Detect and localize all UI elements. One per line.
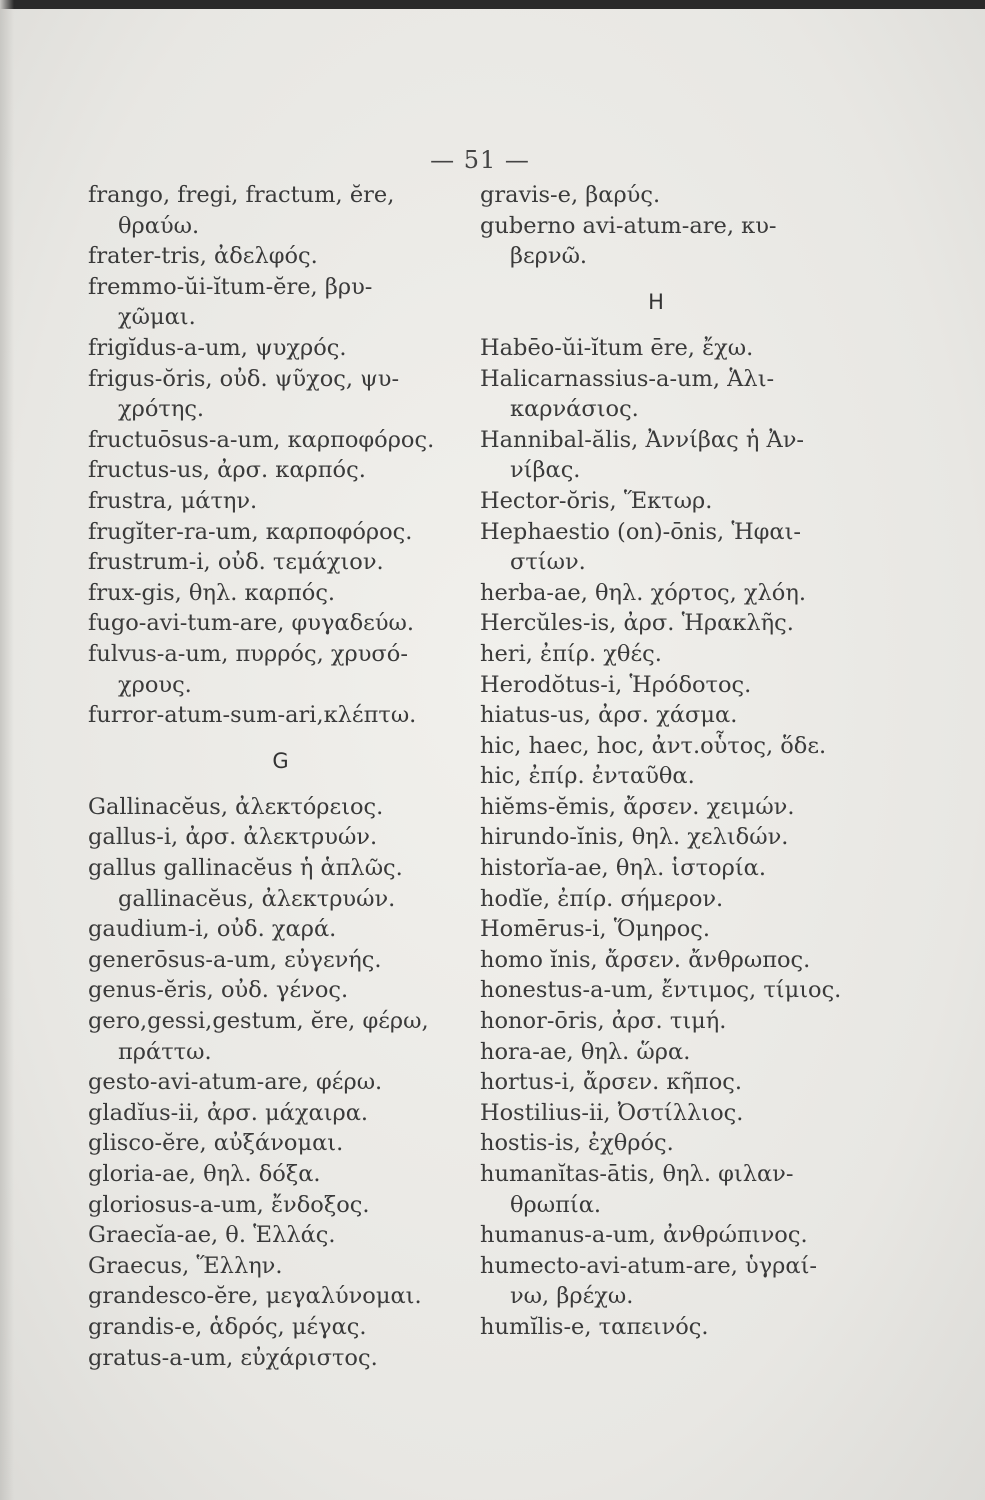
scan-edge: [0, 0, 985, 9]
dictionary-entry: historĭa-ae, θηλ. ἱστορία.: [480, 855, 766, 882]
dictionary-entry: humanĭtas-ātis, θηλ. φιλαν-: [480, 1161, 794, 1187]
dictionary-entry: generōsus-a-um, εὐγενής.: [88, 946, 382, 973]
dictionary-entry: Halicarnassius-a-um, Ἁλι-: [480, 365, 775, 392]
dictionary-entry: herba-ae, θηλ. χόρτος, χλόη.: [480, 579, 806, 606]
dictionary-entry: fremmo-ŭi-ĭtum-ĕre, βρυ-: [88, 273, 373, 300]
dictionary-entry: fulvus-a-um, πυρρός, χρυσό-: [88, 640, 408, 667]
dictionary-entry: frugĭter-ra-um, καρποφόρος.: [88, 518, 413, 545]
entry-continuation: χρους.: [118, 671, 192, 698]
dictionary-entry: hodĭe, ἐπίρ. σήμερον.: [480, 885, 724, 912]
dictionary-entry: gloriosus-a-um, ἔνδοξος.: [88, 1191, 370, 1218]
dictionary-entry: fructuōsus-a-um, καρποφόρος.: [88, 426, 435, 453]
dictionary-entry: homo ĭnis, ἄρσεν. ἄνθρωπος.: [480, 946, 811, 973]
dictionary-entry: hortus-i, ἄρσεν. κῆπος.: [480, 1069, 743, 1096]
dictionary-entry: gallus-i, ἀρσ. ἀλεκτρυών.: [88, 824, 378, 851]
dictionary-entry: frigus-ŏris, οὐδ. ψῦχος, ψυ-: [88, 365, 400, 392]
dictionary-entry: Herodŏtus-i, Ἡρόδοτος.: [480, 671, 752, 698]
dictionary-entry: honor-ōris, ἀρσ. τιμή.: [480, 1008, 727, 1035]
dictionary-entry: guberno avi-atum-are, κυ-: [480, 212, 777, 239]
dictionary-entry: frater-tris, ἀδελφός.: [88, 243, 318, 270]
entry-continuation: νίβας.: [510, 457, 581, 484]
dictionary-entry: humecto-avi-atum-are, ὑγραί-: [480, 1252, 817, 1279]
entry-continuation: βερνῶ.: [510, 243, 588, 270]
dictionary-entry: Hostilius-ii, Ὀστίλλιος.: [480, 1099, 744, 1126]
dictionary-entry: gladĭus-ii, ἀρσ. μάχαιρα.: [88, 1099, 369, 1126]
dictionary-entry: Hector-ŏris, Ἕκτωρ.: [480, 487, 713, 514]
dictionary-entry: hic, ἐπίρ. ἐνταῦθα.: [480, 763, 695, 790]
dictionary-entry: gratus-a-um, εὐχάριστος.: [88, 1344, 378, 1371]
dictionary-entry: glisco-ĕre, αὐξάνομαι.: [88, 1130, 344, 1157]
dictionary-entry: hiatus-us, ἀρσ. χάσμα.: [480, 702, 738, 729]
dictionary-entry: furror-atum-sum-ari,κλέπτω.: [88, 702, 417, 729]
dictionary-entry: humanus-a-um, ἀνθρώπινος.: [480, 1222, 808, 1249]
dictionary-entry: hic, haec, hoc, ἀντ.οὗτος, ὅδε.: [480, 732, 827, 759]
entry-continuation: στίων.: [510, 549, 586, 576]
dictionary-entry: fructus-us, ἀρσ. καρπός.: [88, 457, 366, 484]
section-letter-heading: H: [648, 289, 664, 314]
dictionary-entry: gloria-ae, θηλ. δόξα.: [88, 1161, 321, 1187]
dictionary-entry: Hercŭles-is, ἀρσ. Ἡρακλῆς.: [480, 610, 794, 637]
dictionary-entry: gravis-e, βαρύς.: [480, 182, 661, 208]
dictionary-entry: hiĕms-ĕmis, ἄρσεν. χειμών.: [480, 793, 795, 820]
entry-continuation: θραύω.: [118, 212, 200, 239]
entry-continuation: πράττω.: [118, 1038, 212, 1065]
dictionary-entry: frux-gis, θηλ. καρπός.: [88, 579, 336, 606]
binding-shadow: [0, 0, 14, 1500]
dictionary-entry: hora-ae, θηλ. ὥρα.: [480, 1038, 691, 1065]
dictionary-entry: heri, ἐπίρ. χθές.: [480, 640, 662, 667]
dictionary-entry: fugo-avi-tum-are, φυγαδεύω.: [88, 610, 415, 637]
dictionary-entry: frigĭdus-a-um, ψυχρός.: [88, 334, 347, 361]
dictionary-entry: gaudium-i, οὐδ. χαρά.: [88, 916, 337, 943]
dictionary-entry: genus-ĕris, οὐδ. γένος.: [88, 977, 349, 1004]
dictionary-entry: Habēo-ŭi-ĭtum ēre, ἔχω.: [480, 334, 754, 361]
dictionary-entry: Graecĭa-ae, θ. Ἑλλάς.: [88, 1222, 336, 1249]
entry-continuation: χρότης.: [118, 396, 205, 423]
dictionary-entry: gesto-avi-atum-are, φέρω.: [88, 1069, 383, 1096]
page-number: — 51 —: [430, 146, 530, 174]
entry-continuation: χῶμαι.: [118, 304, 196, 331]
dictionary-entry: grandis-e, ἁδρός, μέγας.: [88, 1313, 367, 1340]
dictionary-entry: gero,gessi,gestum, ĕre, φέρω,: [88, 1008, 429, 1035]
dictionary-entry: gallus gallinacĕus ἡ ἁπλῶς.: [88, 855, 403, 882]
dictionary-entry: grandesco-ĕre, μεγαλύνομαι.: [88, 1283, 422, 1310]
dictionary-entry: honestus-a-um, ἔντιμος, τίμιος.: [480, 977, 842, 1004]
dictionary-entry: humĭlis-e, ταπεινός.: [480, 1313, 709, 1340]
dictionary-entry: hirundo-ĭnis, θηλ. χελιδών.: [480, 824, 789, 851]
dictionary-entry: frustrum-i, οὐδ. τεμάχιον.: [88, 549, 384, 576]
dictionary-entry: Homērus-i, Ὅμηρος.: [480, 916, 711, 943]
dictionary-entry: Graecus, Ἕλλην.: [88, 1252, 283, 1279]
dictionary-entry: Gallinacĕus, ἀλεκτόρειος.: [88, 793, 384, 820]
left-column: [88, 180, 473, 1373]
right-column: [480, 180, 860, 1343]
entry-continuation: gallinacĕus, ἀλεκτρυών.: [118, 885, 396, 912]
dictionary-entry: frustra, μάτην.: [88, 487, 258, 514]
entry-continuation: καρνάσιος.: [510, 396, 639, 423]
entry-continuation: νω, βρέχω.: [510, 1283, 634, 1310]
dictionary-entry: hostis-is, ἐχθρός.: [480, 1130, 674, 1157]
entry-continuation: θρωπία.: [510, 1191, 602, 1218]
dictionary-entry: frango, fregi, fractum, ĕre,: [88, 182, 395, 208]
dictionary-entry: Hephaestio (on)-ōnis, Ἡφαι-: [480, 518, 802, 545]
dictionary-entry: Hannibal-ălis, Ἀννίβας ἡ Ἀν-: [480, 426, 805, 453]
section-letter-heading: G: [272, 748, 289, 773]
